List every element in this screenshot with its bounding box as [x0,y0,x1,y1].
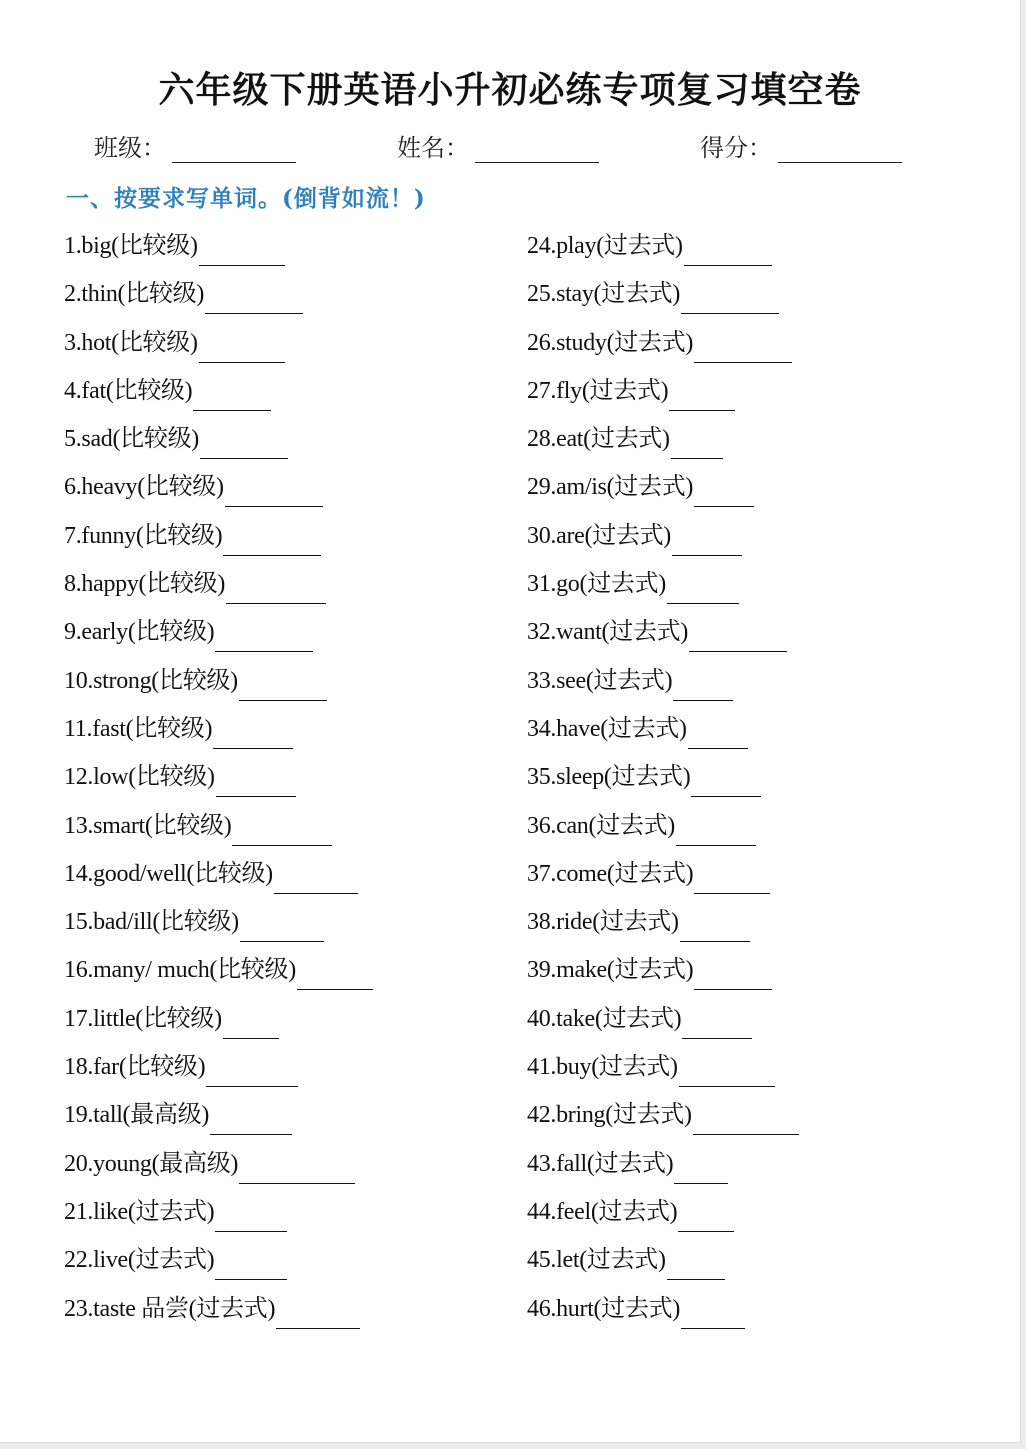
question-text: 32.want(过去式) [527,619,689,646]
question-item [527,950,799,998]
question-text: 22.live(过去式) [64,1247,215,1274]
question-text: 34.have(过去式) [527,715,687,742]
question-item [64,999,373,1047]
question-text: 30.are(过去式) [527,522,671,549]
answer-blank[interactable] [239,1153,355,1184]
score-label: 得分： [700,134,772,162]
question-item [527,564,799,612]
answer-blank[interactable] [682,1008,752,1039]
answer-blank[interactable] [216,766,296,797]
answer-blank[interactable] [205,283,303,314]
answer-blank[interactable] [232,815,332,846]
answer-blank[interactable] [215,621,313,652]
question-text: 20.young(最高级) [64,1150,239,1177]
question-item [64,371,373,419]
question-text: 31.go(过去式) [527,571,666,598]
answer-blank[interactable] [213,718,293,749]
answer-blank[interactable] [678,1201,734,1232]
question-text: 35.sleep(过去式) [527,764,691,791]
class-label: 班级： [94,134,166,162]
question-text: 41.buy(过去式) [527,1054,678,1081]
question-text: 13.smart(比较级) [64,812,232,839]
question-text: 40.take(过去式) [527,1005,682,1032]
question-item [527,1047,799,1095]
question-item [64,226,373,274]
question-text: 25.stay(过去式) [527,281,681,308]
answer-blank[interactable] [684,235,772,266]
question-text: 24.play(过去式) [527,233,683,259]
question-text: 5.sad(比较级) [64,426,199,453]
answer-blank[interactable] [694,332,792,363]
question-item [527,1095,799,1143]
question-text: 3.hot(比较级) [64,329,198,356]
question-text: 18.far(比较级) [64,1054,206,1081]
question-text: 44.feel(过去式) [527,1198,678,1225]
question-text: 12.low(比较级) [64,764,215,791]
question-text: 37.come(过去式) [527,860,694,887]
question-item [527,661,799,709]
question-item [64,516,373,564]
question-item [527,323,799,371]
answer-blank[interactable] [193,380,271,411]
question-text: 43.fall(过去式) [527,1150,674,1177]
question-text: 21.like(过去式) [64,1198,215,1225]
question-item [527,1289,799,1337]
answer-blank[interactable] [672,525,742,556]
question-item [527,516,799,564]
question-text: 6.heavy(比较级) [64,474,224,501]
answer-blank[interactable] [681,1298,745,1329]
question-text: 7.funny(比较级) [64,522,223,549]
question-item [64,1240,373,1288]
question-item [527,226,799,274]
question-item [64,564,373,612]
score-blank[interactable] [778,136,902,163]
question-item [527,902,799,950]
answer-blank[interactable] [694,863,770,894]
answer-blank[interactable] [689,621,787,652]
question-item [527,854,799,902]
answer-blank[interactable] [276,1298,360,1329]
answer-blank[interactable] [297,959,373,990]
question-item [527,806,799,854]
name-blank[interactable] [475,136,599,163]
question-item [527,709,799,757]
answer-blank[interactable] [239,670,327,701]
question-item [64,902,373,950]
question-item [527,612,799,660]
answer-blank[interactable] [693,1104,799,1135]
question-text: 16.many/ much(比较级) [64,957,296,984]
question-text: 19.tall(最高级) [64,1102,210,1129]
name-field [397,128,599,163]
question-text: 9.early(比较级) [64,619,215,646]
question-text: 46.hurt(过去式) [527,1295,681,1322]
answer-blank[interactable] [680,911,750,942]
answer-blank[interactable] [199,235,285,266]
question-item [64,323,373,371]
question-text: 8.happy(比较级) [64,571,226,598]
question-item [64,1095,373,1143]
question-text: 1.big(比较级) [64,233,198,259]
answer-blank[interactable] [694,959,772,990]
question-text: 42.bring(过去式) [527,1102,692,1129]
answer-blank[interactable] [223,525,321,556]
question-item [527,419,799,467]
answer-blank[interactable] [691,766,761,797]
question-item [64,274,373,322]
question-text: 29.am/is(过去式) [527,474,694,501]
answer-blank[interactable] [223,1008,279,1039]
class-field [94,128,296,163]
answer-blank[interactable] [667,573,739,604]
question-text: 36.can(过去式) [527,812,675,839]
answer-blank[interactable] [215,1249,287,1280]
answer-blank[interactable] [674,1153,728,1184]
question-text: 38.ride(过去式) [527,909,679,936]
question-text: 45.let(过去式) [527,1247,666,1274]
question-item [64,806,373,854]
question-item [64,612,373,660]
question-item [64,1144,373,1192]
question-item [64,709,373,757]
question-text: 14.good/well(比较级) [64,860,273,887]
question-text: 15.bad/ill(比较级) [64,909,239,936]
answer-blank[interactable] [226,573,326,604]
right-question-column [527,226,799,1337]
question-item [64,854,373,902]
answer-blank[interactable] [667,1249,725,1280]
question-item [527,1144,799,1192]
question-text: 26.study(过去式) [527,329,694,356]
question-item [527,1192,799,1240]
question-text: 11.fast(比较级) [64,715,213,742]
question-item [64,950,373,998]
question-item [527,371,799,419]
page-title: 六年级下册英语小升初必练专项复习填空卷 [158,70,862,111]
answer-blank[interactable] [206,1056,298,1087]
answer-blank[interactable] [679,1056,775,1087]
question-item [64,661,373,709]
answer-blank[interactable] [240,911,324,942]
question-item [64,757,373,805]
answer-blank[interactable] [671,428,723,459]
question-text: 28.eat(过去式) [527,426,670,453]
question-text: 33.see(过去式) [527,667,673,694]
question-text: 4.fat(比较级) [64,377,193,404]
question-text: 10.strong(比较级) [64,667,238,694]
answer-blank[interactable] [274,863,358,894]
score-field [700,128,902,163]
answer-blank[interactable] [688,718,748,749]
left-question-column [64,226,373,1337]
answer-blank[interactable] [225,476,323,507]
question-item [64,1047,373,1095]
question-item [64,1192,373,1240]
answer-blank[interactable] [215,1201,287,1232]
answer-blank[interactable] [681,283,779,314]
answer-blank[interactable] [676,815,756,846]
question-text: 27.fly(过去式) [527,377,669,404]
question-item [527,1240,799,1288]
question-text: 23.taste 品尝(过去式) [64,1295,276,1322]
question-text: 39.make(过去式) [527,957,694,984]
question-item [64,1289,373,1337]
answer-blank[interactable] [200,428,288,459]
class-blank[interactable] [172,136,296,163]
answer-blank[interactable] [669,380,735,411]
question-text: 17.little(比较级) [64,1005,222,1032]
answer-blank[interactable] [199,332,285,363]
section-heading: 一、按要求写单词。(倒背如流！) [66,185,426,212]
question-item [64,419,373,467]
question-text: 2.thin(比较级) [64,281,205,308]
answer-blank[interactable] [210,1104,292,1135]
name-label: 姓名： [397,134,469,162]
student-info-row [0,128,1020,168]
question-item [527,274,799,322]
question-item [64,467,373,515]
answer-blank[interactable] [694,476,754,507]
question-item [527,467,799,515]
question-item [527,999,799,1047]
question-item [527,757,799,805]
answer-blank[interactable] [673,670,733,701]
